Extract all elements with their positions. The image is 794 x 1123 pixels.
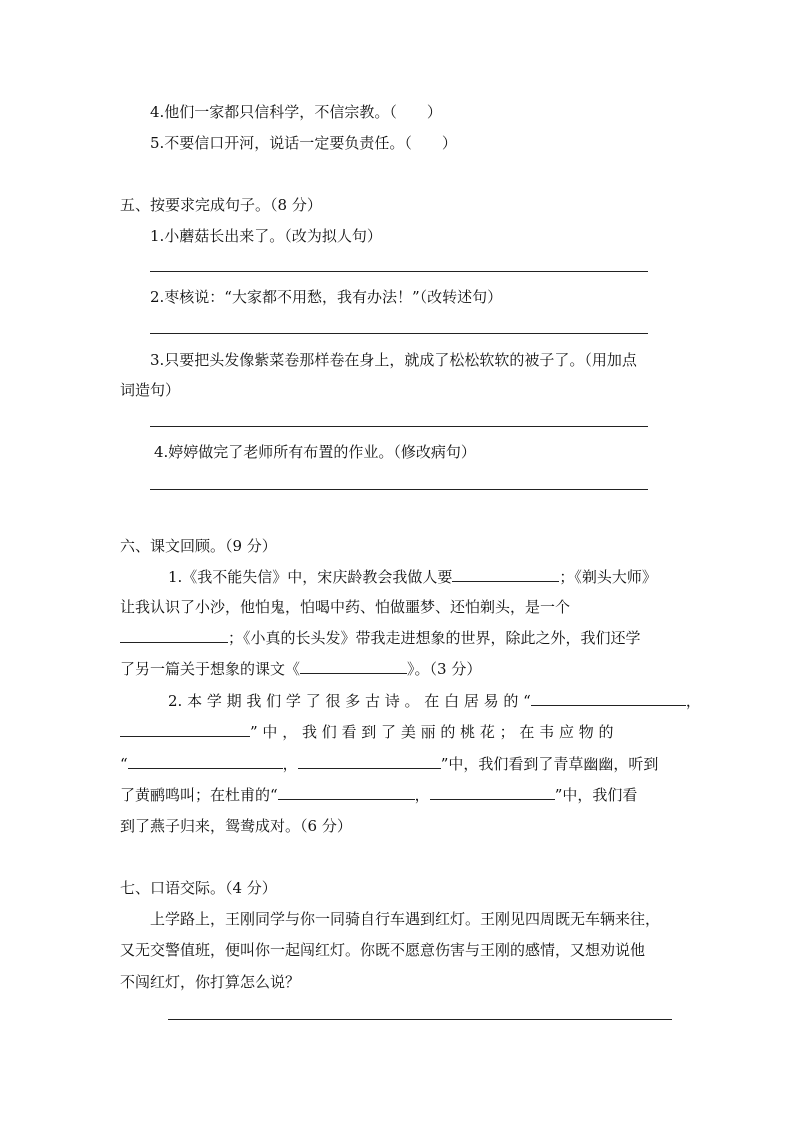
- blank-2-4[interactable]: [298, 754, 441, 769]
- question-5-1: 1.小蘑菇长出来了。（改为拟人句）: [150, 227, 382, 245]
- section-7-title: 七、口语交际。（4 分）: [120, 879, 277, 897]
- answer-line-5-4[interactable]: [150, 489, 648, 490]
- review-1-text-d: ；《小真的长头发》带我走进想象的世界，除此之外，我们还学: [228, 629, 641, 647]
- review-1-text-f: 》。（3 分）: [407, 660, 482, 678]
- oral-line1: 上学路上，王刚同学与你一同骑自行车遇到红灯。王刚见四周既无车辆来往，: [150, 910, 661, 928]
- question-5-2: 2.枣核说：“大家都不用愁，我有办法！”（改转述句）: [150, 288, 503, 306]
- review-2-line3: [120, 753, 658, 775]
- review-2-text-a: 2. 本 学 期 我 们 学 了 很 多 古 诗 。 在 白 居 易 的 “: [168, 692, 531, 710]
- review-2-line5: 到了燕子归来，鸳鸯成对。（6 分）: [120, 817, 352, 835]
- answer-line-5-3[interactable]: [150, 426, 648, 427]
- review-2-text-b: ，: [685, 692, 701, 710]
- review-2-text-h: ，: [414, 786, 430, 804]
- blank-1-3[interactable]: [300, 659, 407, 674]
- review-1-text-b: ；《剃头大师》: [559, 568, 657, 586]
- blank-1-2[interactable]: [120, 628, 228, 643]
- answer-line-5-2[interactable]: [150, 333, 648, 334]
- review-2-line1: [168, 690, 701, 712]
- blank-1-1[interactable]: [452, 567, 559, 582]
- review-2-text-g: 了黄鹂鸣叫；在杜甫的“: [120, 786, 278, 804]
- answer-line-7[interactable]: [168, 1019, 672, 1020]
- blank-2-1[interactable]: [531, 691, 686, 706]
- review-1-text-a: 1.《我不能失信》中，宋庆龄教会我做人要: [168, 568, 453, 586]
- blank-2-5[interactable]: [278, 785, 415, 800]
- question-5-4: 4.婷婷做完了老师所有布置的作业。（修改病句）: [154, 443, 476, 461]
- section-6-title: 六、课文回顾。（9 分）: [120, 537, 277, 555]
- review-1-line2: 让我认识了小沙，他怕鬼，怕喝中药、怕做噩梦、还怕剃头，是一个: [120, 598, 571, 616]
- blank-2-6[interactable]: [430, 785, 555, 800]
- oral-line2: 又无交警值班，便叫你一起闯红灯。你既不愿意伤害与王刚的感情，又想劝说他: [120, 941, 646, 959]
- review-1-text-e: 了另一篇关于想象的课文《: [120, 660, 301, 678]
- review-1-line3: [120, 627, 641, 649]
- review-2-text-e: ，: [282, 755, 298, 773]
- review-2-line4: [120, 784, 637, 806]
- answer-line-5-1[interactable]: [150, 271, 648, 272]
- question-5-3-line2: 词造句）: [120, 381, 181, 399]
- blank-2-3[interactable]: [128, 754, 283, 769]
- review-2-text-i: ”中，我们看: [554, 786, 638, 804]
- oral-line3: 不闯红灯，你打算怎么说？: [120, 973, 301, 991]
- review-2-text-c: ” 中 ， 我 们 看 到 了 美 丽 的 桃 花 ； 在 韦 应 物 的: [250, 723, 614, 741]
- review-2-text-d: “: [120, 755, 128, 773]
- question-4-4: 4.他们一家都只信科学，不信宗教。（ ）: [150, 103, 442, 121]
- review-1-line1: [168, 566, 657, 588]
- question-5-3-line1: 3.只要把头发像紫菜卷那样卷在身上，就成了松松软软的被子了。（用加点: [150, 351, 637, 369]
- review-2-line2: [120, 721, 614, 743]
- review-1-line4: [120, 658, 481, 680]
- blank-2-2[interactable]: [120, 722, 250, 737]
- section-5-title: 五、按要求完成句子。（8 分）: [120, 196, 322, 214]
- question-4-5: 5.不要信口开河，说话一定要负责任。（ ）: [150, 134, 457, 152]
- review-2-text-f: ”中，我们看到了青草幽幽，听到: [440, 755, 659, 773]
